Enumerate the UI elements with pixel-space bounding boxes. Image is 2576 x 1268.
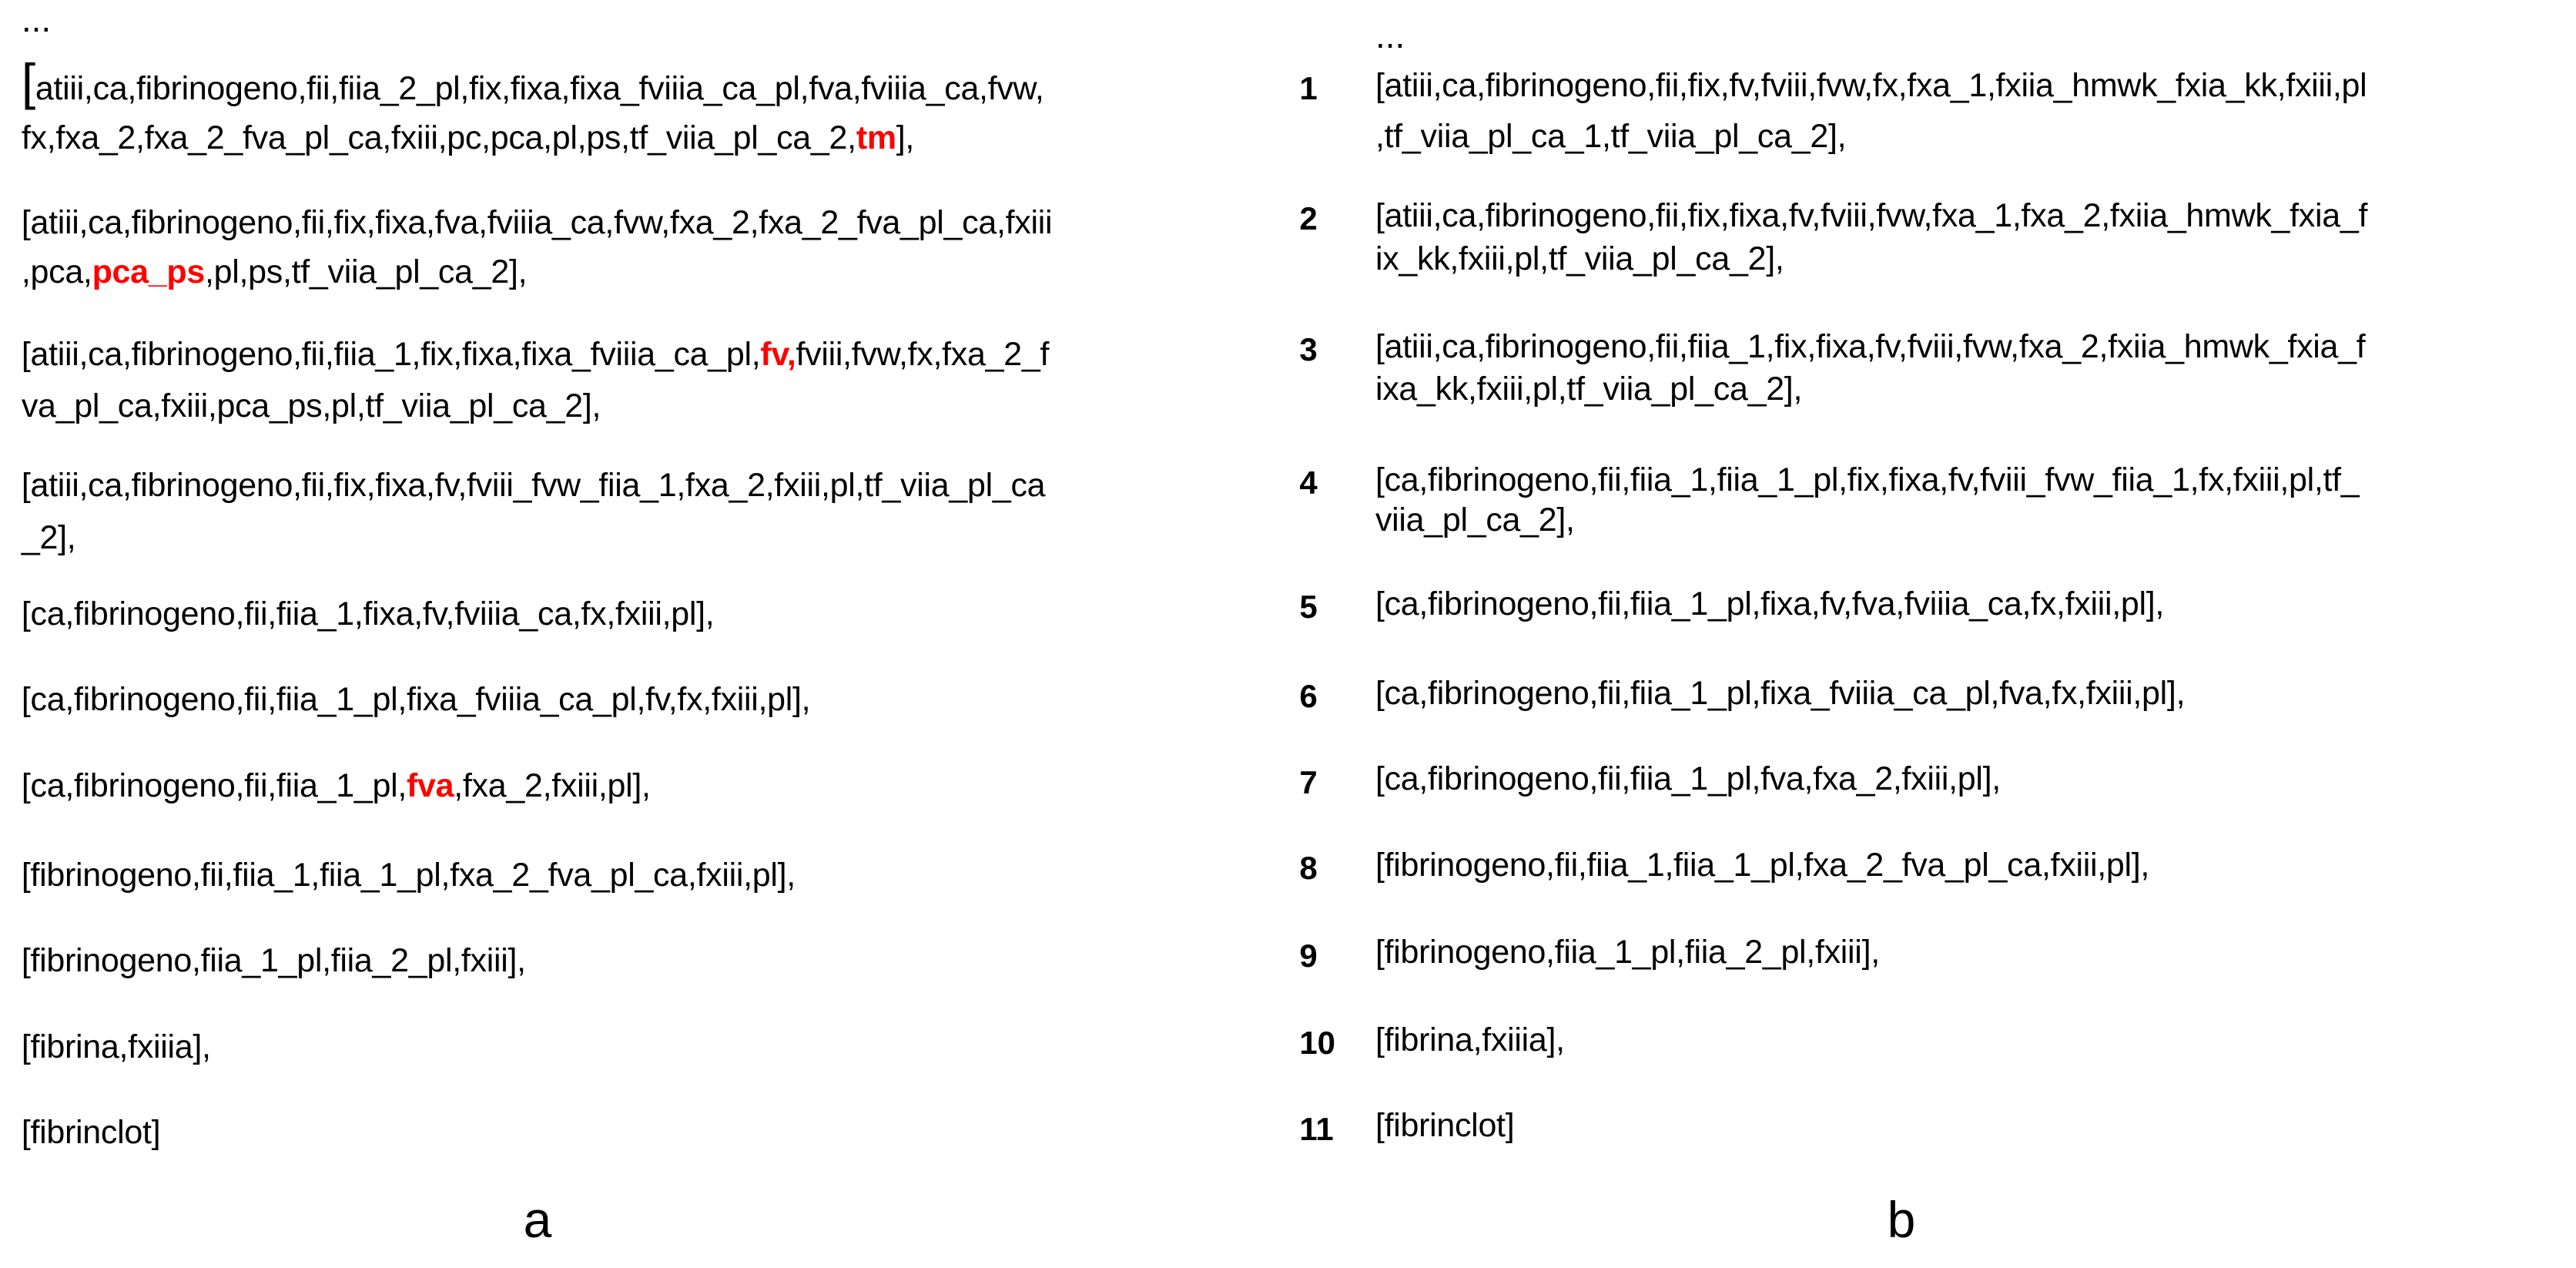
highlighted-species: pca_ps: [92, 253, 205, 291]
item-number: 11: [1299, 1110, 1334, 1147]
highlighted-species: fv,: [760, 336, 796, 374]
panel-a-item-line: [22, 387, 601, 425]
species-text: [fibrinclot]: [21, 1114, 161, 1152]
panel-a-ellipsis: ...: [21, 0, 52, 39]
panel-a-item-line: [22, 335, 1049, 374]
panel-b-item-line: ,tf_viia_pl_ca_1,tf_viia_pl_ca_2],: [1375, 118, 1847, 156]
species-text: fx,fxa_2,fxa_2_fva_pl_ca,fxiii,pc,pca,pl,ps,tf_viia_pl_ca_2,: [21, 119, 856, 157]
panel-b-item-line: [atiii,ca,fibrinogeno,fii,fiia_1,fix,fixa,fv,fviii,fvw,fxa_2,fxiia_hmwk_fxia_f: [1375, 327, 2366, 365]
panel-a-item-line: [22, 595, 715, 633]
item-number: 3: [1299, 330, 1318, 367]
panel-a-item-line: [22, 119, 914, 157]
panel-a-item-line: [22, 680, 810, 719]
panel-b-item-line: [ca,fibrinogeno,fii,fiia_1_pl,fixa,fv,fva,fviiia_ca,fx,fxiii,pl],: [1375, 585, 2165, 622]
species-text: [fibrina,fxiiia],: [21, 1028, 211, 1065]
species-text: [ca,fibrinogeno,fii,fiia_1_pl,: [21, 767, 407, 804]
panel-a-item-line: [22, 518, 76, 557]
item-number: 5: [1299, 589, 1318, 626]
item-number: 10: [1299, 1025, 1336, 1062]
species-text: va_pl_ca,fxiii,pca_ps,pl,tf_viia_pl_ca_2],: [21, 387, 601, 424]
species-text: [ca,fibrinogeno,fii,fiia_1_pl,fixa_fviiia_ca_pl,fv,fx,fxiii,pl],: [21, 681, 811, 719]
panel-b-item-line: [atiii,ca,fibrinogeno,fii,fix,fixa,fv,fviii,fvw,fxa_1,fxa_2,fxiia_hmwk_fxia_f: [1375, 197, 2368, 235]
species-text: [: [21, 52, 35, 110]
panel-b-item-line: [fibrina,fxiiia],: [1375, 1021, 1565, 1058]
panel-b-item-line: ix_kk,fxiii,pl,tf_viia_pl_ca_2],: [1375, 240, 1784, 277]
species-text: [atiii,ca,fibrinogeno,fii,fix,fixa,fv,fviii_fvw_fiia_1,fxa_2,fxiii,pl,tf_viia_pl_ca: [21, 466, 1046, 504]
species-text: atiii,ca,fibrinogeno,fii,fiia_2_pl,fix,fixa,fixa_fviiia_ca_pl,fva,fviiia_ca,fvw,: [35, 69, 1044, 107]
species-text: [fibrinogeno,fiia_1_pl,fiia_2_pl,fxiii],: [21, 942, 526, 980]
item-number: 8: [1299, 850, 1318, 887]
panel-b-ellipsis: ...: [1375, 15, 1405, 56]
species-text: [fibrinogeno,fii,fiia_1,fiia_1_pl,fxa_2_fva_pl_ca,fxiii,pl],: [21, 856, 796, 894]
highlighted-species: fva: [407, 767, 454, 804]
panel-b-item-line: [fibrinogeno,fiia_1_pl,fiia_2_pl,fxiii],: [1375, 934, 1880, 971]
panel-a-item-line: [22, 856, 796, 894]
panel-a-item-line: [21, 52, 1044, 110]
species-text: [atiii,ca,fibrinogeno,fii,fiia_1,fix,fixa,fixa_fviiia_ca_pl,: [21, 336, 761, 374]
species-text: ,pl,ps,tf_viia_pl_ca_2],: [204, 253, 528, 291]
panel-a-label: a: [523, 1190, 552, 1248]
panel-a-item-line: [22, 466, 1045, 505]
species-text: [atiii,ca,fibrinogeno,fii,fix,fixa,fva,fviiia_ca,fvw,fxa_2,fxa_2_fva_pl_ca,fxiii: [21, 203, 1053, 241]
item-number: 6: [1299, 678, 1318, 715]
species-text: ,pca,: [21, 253, 92, 291]
item-number: 1: [1299, 70, 1318, 107]
panel-b-item-line: [atiii,ca,fibrinogeno,fii,fix,fv,fviii,fvw,fx,fxa_1,fxiia_hmwk_fxia_kk,fxiii,pl: [1375, 66, 2367, 104]
item-number: 7: [1299, 763, 1318, 800]
highlighted-species: tm: [856, 119, 896, 157]
species-text: ,fxa_2,fxiii,pl],: [454, 767, 651, 804]
species-text: ],: [896, 119, 915, 157]
panel-b-item-line: ixa_kk,fxiii,pl,tf_viia_pl_ca_2],: [1375, 371, 1803, 408]
panel-a-item-line: [22, 253, 527, 291]
item-number: 2: [1299, 200, 1318, 237]
panel-b-item-line: [fibrinogeno,fii,fiia_1,fiia_1_pl,fxa_2_fva_pl_ca,fxiii,pl],: [1375, 846, 2150, 884]
panel-b-item-line: [ca,fibrinogeno,fii,fiia_1_pl,fva,fxa_2,fxiii,pl],: [1375, 760, 2001, 798]
panel-b-item-line: [fibrinclot]: [1375, 1107, 1515, 1145]
species-text: [ca,fibrinogeno,fii,fiia_1,fixa,fv,fviiia_ca,fx,fxiii,pl],: [21, 595, 715, 632]
panel-b-label: b: [1887, 1190, 1916, 1248]
species-text: _2],: [21, 519, 76, 557]
panel-b-item-line: [ca,fibrinogeno,fii,fiia_1,fiia_1_pl,fix,fixa,fv,fviii_fvw_fiia_1,fx,fxiii,pl,tf_: [1375, 461, 2360, 499]
panel-b-item-line: [ca,fibrinogeno,fii,fiia_1_pl,fixa_fviiia_ca_pl,fva,fx,fxiii,pl],: [1375, 674, 2186, 712]
panel-a-item-line: [22, 1113, 160, 1152]
species-text: fviii,fvw,fx,fxa_2_f: [796, 336, 1050, 374]
panel-b-item-line: viia_pl_ca_2],: [1375, 501, 1575, 538]
panel-a-item-line: [22, 941, 526, 980]
panel-a-item-line: [22, 767, 651, 805]
item-number: 4: [1299, 465, 1318, 501]
panel-a-item-line: [22, 1028, 211, 1066]
item-number: 9: [1299, 937, 1318, 974]
panel-a-item-line: [22, 203, 1052, 242]
